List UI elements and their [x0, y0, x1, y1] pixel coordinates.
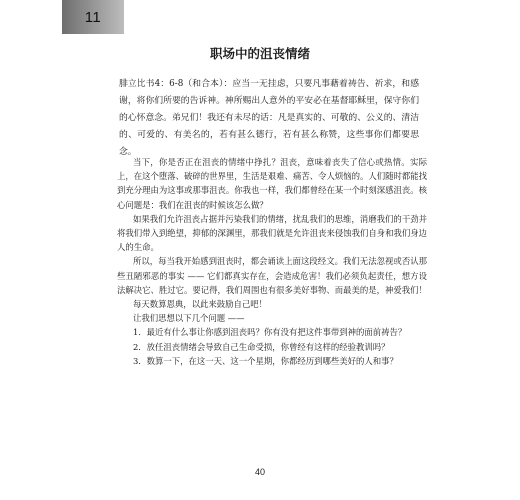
paragraph: 让我们思想以下几个问题 —— [132, 313, 245, 324]
page-title: 职场中的沮丧情绪 [209, 46, 310, 61]
devotional-body [117, 155, 427, 368]
question-item: 3．数算一下，在这一天、这一个星期，你都经历到哪些美好的人和事？ [132, 355, 398, 366]
page-number: 40 [254, 467, 265, 477]
paragraph: 当下，你是否正在沮丧的情绪中挣扎？沮丧，意味着丧失了信心或热情。实际上，在这个堕落、破碎的世界里，生活是艰难、痛苦、令人烦恼的。人们随时都能找到充分理由为这事或那事沮丧。你我也一样，我们都曾经在某一个时刻深感沮丧。核心问题是：我们在沮丧的时候该怎么做？ [117, 157, 427, 210]
scripture-verse: 腓立比书4：6-8（和合本）：应当一无挂虑，只要凡事藉着祷告、祈求，和感谢，将你们所要的告诉神。神所赐出人意外的平安必在基督耶稣里，保守你们的心怀意念。弟兄们！我还有未尽的话：凡是真实的、可敬的、公义的、清洁的、可爱的、有美名的，若有甚么德行，若有甚么称赞，这些事你们都要思念。 [119, 79, 419, 157]
paragraph: 所以，每当我开始感到沮丧时，都会诵读上面这段经文。我们无法忽视或否认那些丑陋邪恶的事实 —— 它们都真实存在，会造成危害！我们必须负起责任，想方设法解决它、胜过它。要记得，我们周围也有很多美好事物、而最美的是，神爱我们！ [117, 256, 427, 295]
chapter-tab [62, 0, 124, 34]
chapter-number: 11 [84, 8, 102, 26]
paragraph: 每天数算恩典，以此来鼓励自己吧！ [132, 299, 267, 310]
question-item: 1．最近有什么事让你感到沮丧吗？你有没有把这件事带到神的面前祷告？ [132, 327, 407, 338]
question-item: 2．放任沮丧情绪会导致自己生命受损，你曾经有这样的经验教训吗？ [132, 341, 390, 352]
paragraph: 如果我们允许沮丧占据并污染我们的情绪，扰乱我们的思维，消磨我们的干劲并将我们带入到绝望，抑郁的深渊里，那我们就是允许沮丧来侵蚀我们自身和我们身边人的生命。 [117, 213, 427, 253]
